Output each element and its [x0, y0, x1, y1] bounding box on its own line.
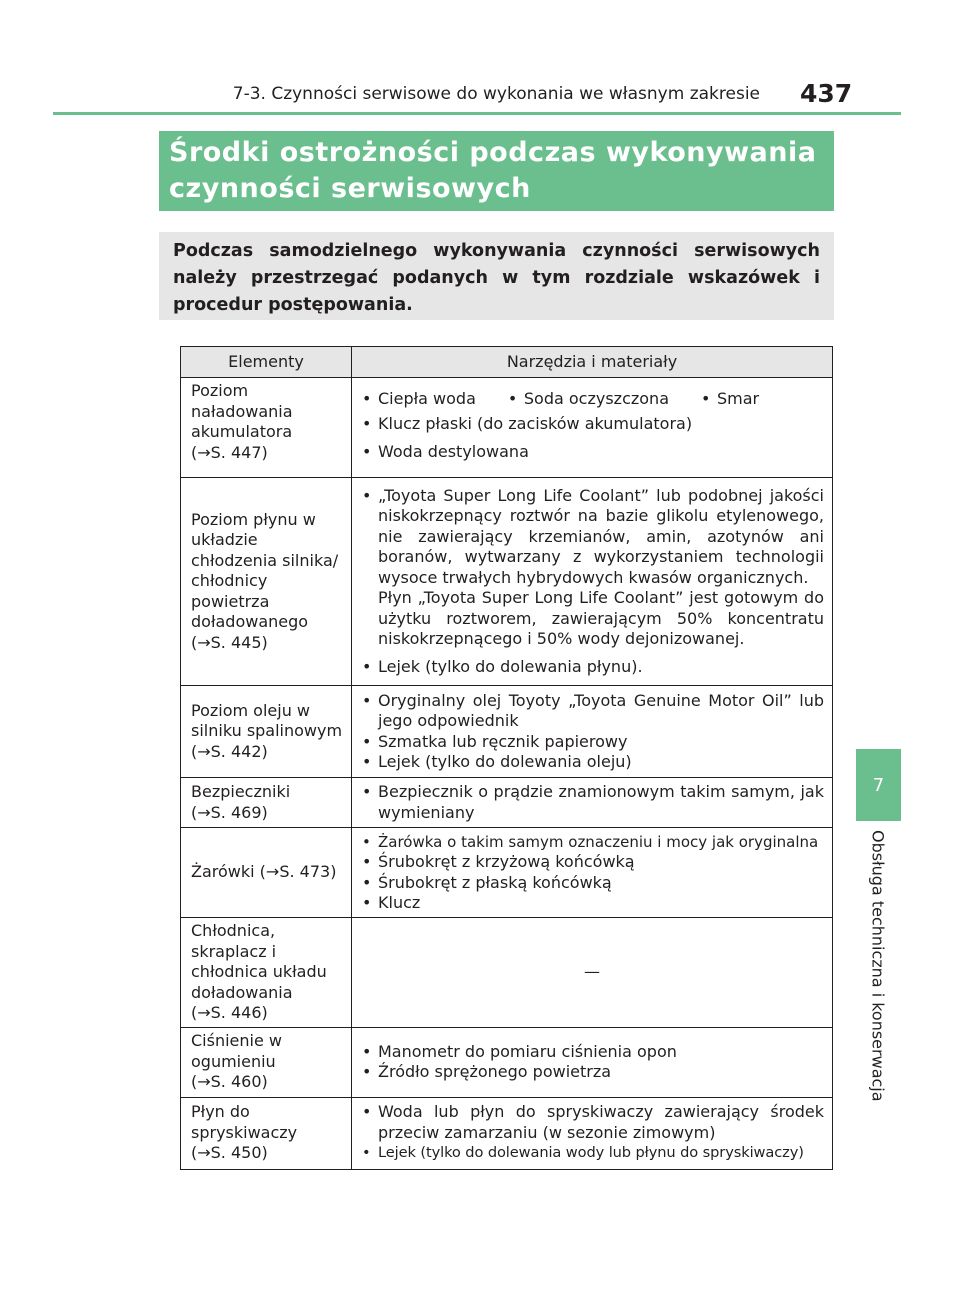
list-item: • Soda oczyszczona — [506, 389, 669, 410]
page-number: 437 — [800, 79, 853, 108]
tools-list — [360, 782, 824, 823]
table-row — [181, 1097, 833, 1169]
tools-list — [360, 1042, 824, 1083]
chapter-tab: 7 — [856, 749, 901, 821]
element-name: Bezpieczniki — [191, 782, 291, 801]
chapter-side-caption: Obsługa techniczna i konserwacja — [868, 830, 888, 1102]
coolant-note: Płyn „Toyota Super Long Life Coolant” jest gotowym do użytku roztworem, zawierającym 50% koncentratu niskokrzepnącego i 50% wody dejonizowanej. — [378, 588, 824, 649]
intro-note: Podczas samodzielnego wykonywania czynności serwisowych należy przestrzegać podanych w tym rozdziale wskazówek i procedur postępowania. — [159, 232, 834, 320]
list-item: • Lejek (tylko do dolewania wody lub płynu do spryskiwaczy) — [360, 1143, 824, 1164]
tools-materials-table — [180, 346, 833, 1170]
element-name: Poziom płynu w układzie chłodzenia silnika/ chłodnicy powietrza doładowanego — [191, 509, 339, 632]
element-cell — [181, 778, 352, 828]
tools-cell — [352, 1097, 833, 1169]
element-name: Chłodnica, skraplacz i chłodnica układu doładowania — [191, 921, 327, 1002]
page-reference: (→S. 447) — [191, 442, 268, 462]
page-reference: (→S. 446) — [191, 1003, 268, 1022]
list-item: • Źródło sprężonego powietrza — [360, 1062, 824, 1083]
table-row — [181, 828, 833, 918]
list-item: • Klucz płaski (do zacisków akumulatora) — [360, 414, 824, 435]
page-reference: (→S. 445) — [191, 632, 268, 652]
tools-list — [360, 414, 824, 462]
tools-cell — [352, 778, 833, 828]
element-name: Ciśnienie w ogumieniu — [191, 1031, 282, 1071]
table-row — [181, 1027, 833, 1097]
list-item — [360, 486, 824, 650]
table-row — [181, 686, 833, 778]
table-header-row — [181, 347, 833, 378]
list-item: • Żarówka o takim samym oznaczeniu i mocy jak oryginalna — [360, 832, 824, 853]
element-name: Żarówki — [191, 862, 255, 882]
tools-cell-empty: — — [352, 918, 833, 1028]
section-title-line-1: Środki ostrożności podczas wykonywania — [169, 137, 817, 168]
page-reference: (→S. 460) — [191, 1072, 268, 1092]
list-item: • Ciepła woda — [360, 389, 476, 410]
page-reference: (→S. 469) — [191, 802, 268, 822]
list-item: • Smar — [699, 389, 759, 410]
page-reference: (→S. 473) — [259, 862, 337, 882]
column-header-elements: Elementy — [181, 347, 352, 378]
tools-cell — [352, 1027, 833, 1097]
table-row — [181, 918, 833, 1028]
table-row — [181, 778, 833, 828]
tools-cell — [352, 478, 833, 686]
list-item: • Manometr do pomiaru ciśnienia opon — [360, 1042, 824, 1063]
tools-cell — [352, 378, 833, 478]
list-item: • Szmatka lub ręcznik papierowy — [360, 732, 824, 753]
element-name: Poziom oleju w silniku spalinowym — [191, 700, 343, 741]
list-item: • Klucz — [360, 893, 824, 914]
header-divider — [53, 112, 901, 115]
list-item: • Lejek (tylko do dolewania płynu). — [360, 657, 824, 678]
element-name: Poziom naładowania akumulatora — [191, 381, 293, 441]
tools-list — [360, 691, 824, 773]
tools-inline-list — [360, 389, 824, 410]
element-cell — [181, 1027, 352, 1097]
coolant-spec: „Toyota Super Long Life Coolant” lub podobnej jakości niskokrzepnący roztwór na bazie glikolu etylenowego, nie zawierający krzemianów, amin, azotynów ani boranów, wytwarzany z wykorzystaniem technologii wysoce trwałych hybrydowych kwasów organicznych. — [378, 485, 824, 587]
list-item: • Śrubokręt z płaską końcówką — [360, 873, 824, 894]
list-item: • Śrubokręt z krzyżową końcówką — [360, 852, 824, 873]
list-item: • Bezpiecznik o prądzie znamionowym takim samym, jak wymieniany — [360, 782, 824, 823]
element-cell — [181, 378, 352, 478]
element-cell — [181, 828, 352, 918]
list-item: • Lejek (tylko do dolewania oleju) — [360, 752, 824, 773]
page-reference: (→S. 442) — [191, 741, 268, 761]
element-name: Płyn do spryskiwaczy — [191, 1102, 298, 1142]
element-cell — [181, 918, 352, 1028]
list-item: • Woda destylowana — [360, 442, 824, 463]
table-row — [181, 378, 833, 478]
tools-cell — [352, 686, 833, 778]
element-cell — [181, 686, 352, 778]
tools-list — [360, 832, 824, 914]
tools-list — [360, 486, 824, 678]
element-cell — [181, 478, 352, 686]
table-row — [181, 478, 833, 686]
section-title-banner — [159, 131, 834, 211]
list-item: • Oryginalny olej Toyoty „Toyota Genuine Motor Oil” lub jego odpowiednik — [360, 691, 824, 732]
running-header-section-title: 7-3. Czynności serwisowe do wykonania we własnym zakresie — [232, 84, 760, 104]
list-item: • Woda lub płyn do spryskiwaczy zawierający środek przeciw zamarzaniu (w sezonie zimowym) — [360, 1102, 824, 1143]
element-cell — [181, 1097, 352, 1169]
tools-list — [360, 1102, 824, 1164]
column-header-tools: Narzędzia i materiały — [352, 347, 833, 378]
tools-cell — [352, 828, 833, 918]
section-title-line-2: czynności serwisowych — [169, 173, 531, 204]
page-reference: (→S. 450) — [191, 1143, 268, 1163]
